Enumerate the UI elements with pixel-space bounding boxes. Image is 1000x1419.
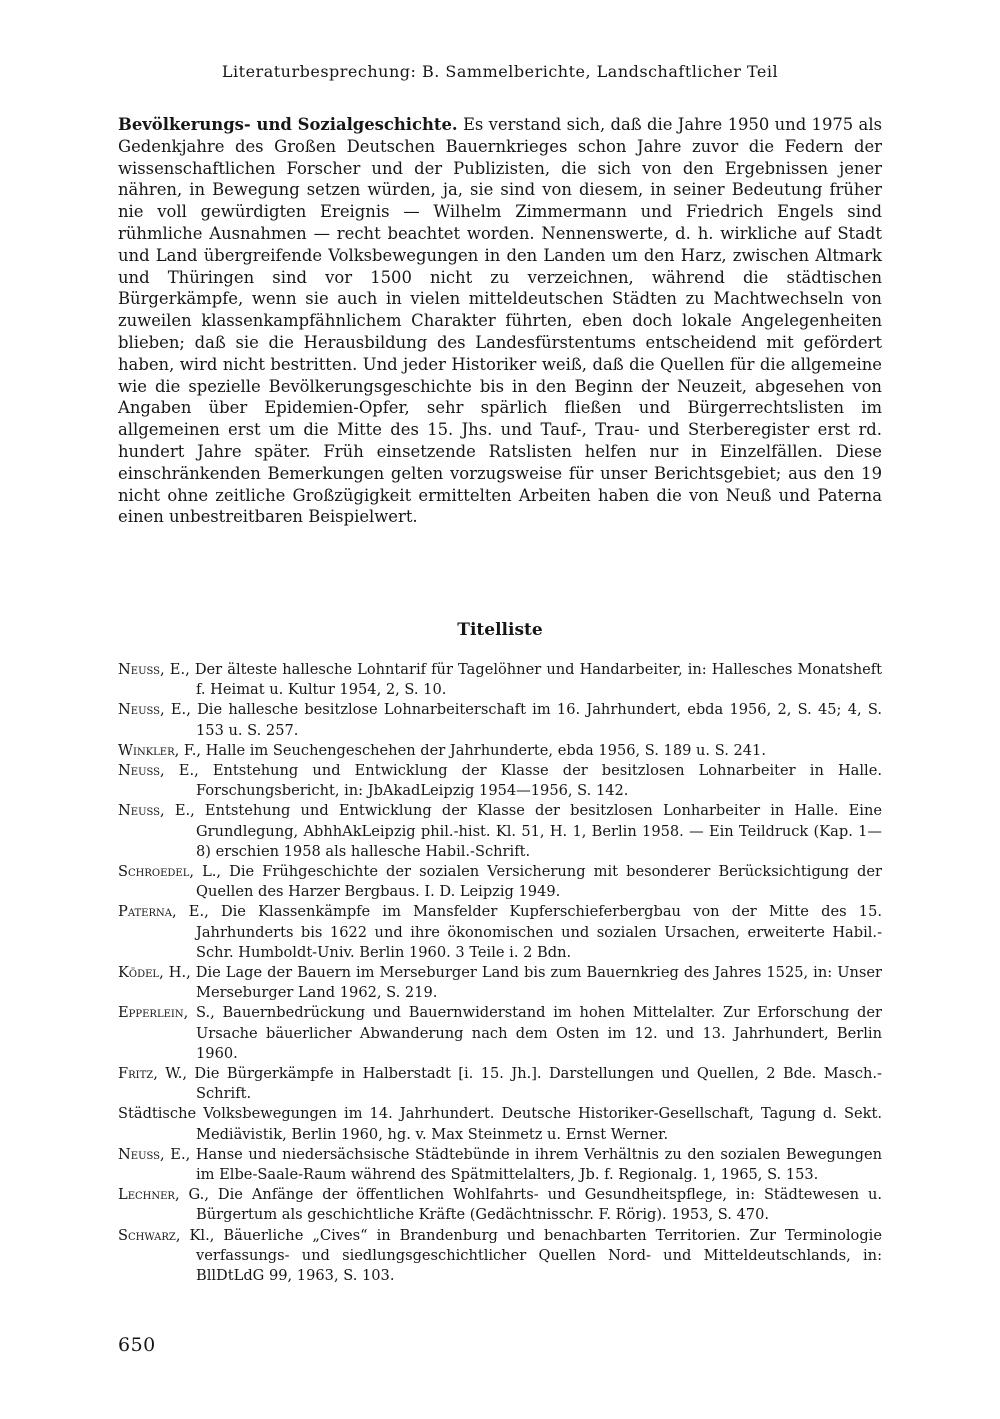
reference-text: , E., Die Klassenkämpfe im Mansfelder Kupferschieferbergbau von der Mitte des 15. Jahrhunderts bis 1622 und ihre ökonomischen und sozialen Ursachen, erweiterte Habil.-Schr. Humboldt-Univ. Berlin 1960. 3 Teile i. 2 Bdn. — [171, 903, 882, 961]
reference-author: Neuss — [118, 802, 161, 820]
reference-text: , E., Entstehung und Entwicklung der Klasse der besitzlosen Lonharbeiter in Halle. Eine Grundlegung, AbhhAkLeipzig phil.-hist. Kl. 51, H. 1, Berlin 1958. — Ein Teildruck (Kap. 1—8) erschien 1958 als hallesche Habil.-Schrift. — [160, 802, 882, 860]
reference-item — [118, 1226, 882, 1287]
reference-item — [118, 1064, 882, 1104]
reference-item — [118, 801, 882, 862]
intro-lead: Bevölkerungs- und Sozialgeschichte. — [118, 115, 458, 134]
reference-author: Neuss — [118, 701, 161, 719]
reference-item — [118, 700, 882, 740]
reference-item — [118, 862, 882, 902]
intro-text: Es verstand sich, daß die Jahre 1950 und 1975 als Gedenkjahre des Großen Deutschen Bauernkrieges schon Jahre zuvor die Federn der wissenschaftlichen Forscher und der Publizisten, die sich von den Ergebnissen jener nähren, in Bewegung setzen würden, ja, sie sind von diesem, in seiner Bedeutung früher nie voll gewürdigten Ereignis — Wilhelm Zimmermann und Friedrich Engels sind rühmliche Ausnahmen — recht beachtet worden. Nennenswerte, d. h. wirkliche auf Stadt und Land übergreifende Volksbewegungen in den Landen um den Harz, zwischen Altmark und Thüringen sind vor 1500 nicht zu verzeichnen, während die städtischen Bürgerkämpfe, wenn sie auch in vielen mitteldeutschen Städten zu Machtwechseln von zuweilen klassenkampfähnlichem Charakter führten, eben doch lokale Angelegenheiten blieben; daß sie die Herausbildung des Landesfürstentums entscheidend mit gefördert haben, wird nicht bestritten. Und jeder Historiker weiß, daß die Quellen für die allgemeine wie die spezielle Bevölkerungsgeschichte bis in den Beginn der Neuzeit, abgesehen von Angaben über Epidemien-Opfer, sehr spärlich fließen und Bürgerrechtslisten im allgemeinen erst um die Mitte des 15. Jhs. und Tauf-, Trau- und Sterberegister erst rd. hundert Jahre später. Früh einsetzende Ratslisten helfen nur in Einzelfällen. Diese einschränkenden Bemerkungen gelten vorzugsweise für unser Berichtsgebiet; aus den 19 nicht ohne zeitliche Großzügigkeit ermittelten Arbeiten haben die von Neuß und Paterna einen unbestreitbaren Beispielwert. — [118, 115, 882, 527]
reference-author: Ködel — [118, 964, 160, 982]
reference-item — [118, 963, 882, 1003]
intro-paragraph — [118, 114, 882, 528]
reference-item — [118, 1145, 882, 1185]
reference-text: , E., Entstehung und Entwicklung der Klasse der besitzlosen Lohnarbeiter in Halle. Forschungsbericht, in: JbAkadLeipzig 1954—1956, S. 142. — [160, 762, 882, 800]
page-number: 650 — [118, 1334, 156, 1356]
reference-author: Schwarz — [118, 1226, 176, 1244]
reference-author: Lechner — [118, 1186, 175, 1204]
reference-text: , E., Der älteste hallesche Lohntarif für Tagelöhner und Handarbeiter, in: Hallesches Monatsheft f. Heimat u. Kultur 1954, 2, S. 10. — [160, 661, 882, 699]
reference-author: Neuss — [118, 762, 161, 780]
reference-text: , L., Die Frühgeschichte der sozialen Versicherung mit besonderer Berücksichtigung der Quellen des Harzer Bergbaus. I. D. Leipzig 1949. — [189, 863, 882, 901]
reference-text: , H., Die Lage der Bauern im Merseburger Land bis zum Bauernkrieg des Jahres 1525, in: Unser Merseburger Land 1962, S. 219. — [159, 964, 882, 1002]
reference-author: Neuss — [118, 1145, 161, 1163]
reference-item — [118, 660, 882, 700]
reference-author: Fritz — [118, 1065, 154, 1083]
reference-text: , Kl., Bäuerliche „Cives“ in Brandenburg und benachbarten Territorien. Zur Terminologie verfassungs- und siedlungsgeschichtlicher Quellen Nord- und Mitteldeutschlands, in: BllDtLdG 99, 1963, S. 103. — [175, 1226, 882, 1285]
reference-text: , F., Halle im Seuchengeschehen der Jahrhunderte, ebda 1956, S. 189 u. S. 241. — [174, 741, 766, 759]
reference-item — [118, 761, 882, 801]
section-title: Titelliste — [457, 620, 543, 640]
reference-author: Schroedel — [118, 863, 190, 881]
reference-item — [118, 1185, 882, 1225]
reference-item — [118, 1003, 882, 1064]
reference-text: Städtische Volksbewegungen im 14. Jahrhundert. Deutsche Historiker-Gesellschaft, Tagung d. Sekt. Mediävistik, Berlin 1960, hg. v. Max Steinmetz u. Ernst Werner. — [118, 1105, 882, 1143]
reference-author: Neuss — [118, 661, 161, 678]
reference-text: , W., Die Bürgerkämpfe in Halberstadt [i. 15. Jh.]. Darstellungen und Quellen, 2 Bde. Masch.-Schrift. — [153, 1065, 882, 1103]
running-head: Literaturbesprechung: B. Sammelberichte, Landschaftlicher Teil — [221, 62, 779, 81]
reference-item — [118, 902, 882, 963]
reference-text: , G., Die Anfänge der öffentlichen Wohlfahrts- und Gesundheitspflege, in: Städtewesen u. Bürgertum als geschichtliche Kräfte (Gedächtnisschr. F. Rörig). 1953, S. 470. — [174, 1186, 882, 1224]
reference-list — [118, 660, 882, 1286]
reference-author: Winkler — [118, 741, 175, 759]
reference-author: Epperlein — [118, 1004, 184, 1022]
reference-text: , S., Bauernbedrückung und Bauernwiderstand im hohen Mittelalter. Zur Erforschung der Ursache bäuerlicher Abwanderung nach dem Osten im 12. und 13. Jahrhundert, Berlin 1960. — [183, 1004, 882, 1062]
reference-text: , E., Hanse und niedersächsische Städtebünde in ihrem Verhältnis zu den sozialen Bewegungen im Elbe-Saale-Raum während des Spätmittelalters, Jb. f. Regionalg. 1, 1965, S. 153. — [160, 1145, 882, 1184]
reference-text: , E., Die hallesche besitzlose Lohnarbeiterschaft im 16. Jahrhundert, ebda 1956, 2, S. 45; 4, S. 153 u. S. 257. — [160, 701, 882, 739]
reference-author: Paterna — [118, 903, 172, 921]
reference-item — [118, 741, 882, 761]
reference-item — [118, 1104, 882, 1144]
